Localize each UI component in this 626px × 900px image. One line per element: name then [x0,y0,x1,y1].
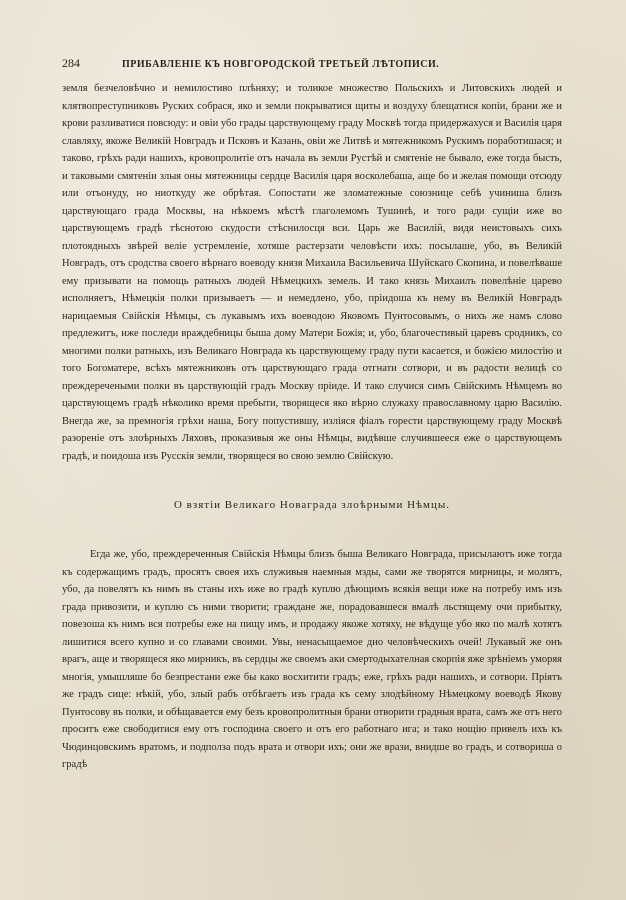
paragraph-1: земля безчеловѣчно и немилостиво плѣняху; и толикое множество Польскихъ и Литовскихъ людей и клятвопреступниковъ Руских собрася, яко и земли покрыватися щиты и воздуху блещатися копіи, брани же и крови разливатися повсюду: и овіи убо грады царствующему граду Москвѣ тогда придержахуся и Василія царя славляху, якоже Великій Новградъ и Псковъ и Казань, овіи же Литвѣ и мятежникомъ Рускимъ поработишася; и таково, грѣхъ ради нашихъ, кровопролитіе отъ начала въ земли Рустѣй и смятеніе не бывало, еже тогда бысть, и таковыми смятеніи злыя оны мятежницы сердце Василія царя восколебаша, аще бо и желая помощи отсюду или отъонуду, но ниоткуду же обрѣтая. Сопостати же зломатежные союзнице себѣ учиниша близъ царствующаго града Москвы, на нѣкоемъ мѣстѣ глаголемомъ Тушинѣ, и того ради сущіи иже во царствующемъ градѣ тѣснотою скудости стѣснилосця вси. Царь же Василій, видя неистовыхъ сихъ плотоядныхъ звѣрей веліе устремленіе, хотяше растерзати человѣсти ихъ: посылаше, убо, въ Великій Новградъ, отъ сродства своего вѣрнаго воеводу князя Михаила Васильевича Шуйскаго Скопина, и повелѣваше ему призывати на помощь ратныхъ людей Нѣмецкихъ земель. И тако князь Михаилъ повелѣніе царево исполняетъ, Нѣмецкія полки призываетъ — и немедлено, убо, пріидоша къ нему въ Великій Новградъ нарицаемыя Свійскія Нѣмцы, съ лукавымъ ихъ воеводою Яковомъ Пунтосовымъ, о нихъ же намъ слово предлежитъ, иже последи враждебницы быша дому Матери Божія; и, убо, благочестивый царевъ сродникъ, со многими полки ратныхъ, изъ Великаго Новграда къ царствующему граду пути касается, и божією милостію и того Богоматере, всѣхъ мятежниковъ отъ царствующаго града отгнати сотвори, и въ радости велицѣ со преждеречеными полки въ царствующій градъ Москву пріиде. И тако случися симъ Свійскимъ Нѣмцемъ во царствующемъ градѣ нѣколико время пребыти, творящеся яко вѣрно служаху православному царю Василію. Внегда же, за премногія грѣхи наша, Богу попустившу, изліяся фіалъ горести царствующему граду Москвѣ разореніе отъ злоѣрныхъ Ляховъ, проказивыя же оны Нѣмцы, видѣвше случившееся еже о царствующемъ градѣ, и поидоша изъ Русскія земли, творящеся во свою землю Свійскую. [62,83,562,462]
page-number: 284 [62,56,80,70]
running-title: ПРИБАВЛЕНІЕ КЪ НОВГОРОДСКОЙ ТРЕТЬЕЙ ЛѢТОПИСИ. [122,59,440,70]
page-header [62,56,564,74]
paragraph-2: Егда же, убо, преждереченныя Свійскія Нѣмцы близъ быша Великаго Новграда, присылаютъ иже тогда къ содержащимъ градъ, просятъ своея ихъ служивыя наемныя мзды, сами же творятся мирницы, и молятъ, убо, да повелятъ къ нимъ въ станы ихъ иже во градѣ куплю дѣющимъ всякія вещи иже на потребу имъ изъ града привозити, и куплю съ ними творити; граждане же, порадовавшеся вмалѣ льстящему очи прибытку, повезоша къ нимъ вся потребы еже на пищу имъ, и продажу якоже хотяху, не вѣдуще убо яко по малѣ хотятъ лишитися всего купно и со главами своими. Увы, ненасыщаемое дно человѣческихъ очей! Лукавый же онъ врагъ, аще и творящеся яко мирникъ, въ сердцы же своемъ аки смертодыхателная скорпія яже зрѣніемъ уморяя многія, умышляше бо безпрестани еже бы како восхитити градъ; еже, грѣхъ ради нашихъ, и сотвори. Пріятъ же градъ сице: нѣкій, убо, злый рабъ отбѣгаетъ изъ града къ сему злодѣйному Нѣмецкому воеводѣ Якову Пунтосову въ полки, и обѣщавается ему безъ кровопролитныя брани отворити градныя врата, самъ же отъ него проситъ еже свободитися ему отъ господина своего и отъ его работнаго ига; и тако нощію привелъ ихъ къ Чюдинцовскимъ вратомъ, и подполза подъ врата и отвори ихъ; они же врази, внидше во градъ, и сотвориша о градѣ [62,549,562,770]
section-heading: О взятіи Великаго Новаграда злоѣрными Нѣмцы. [173,499,451,511]
